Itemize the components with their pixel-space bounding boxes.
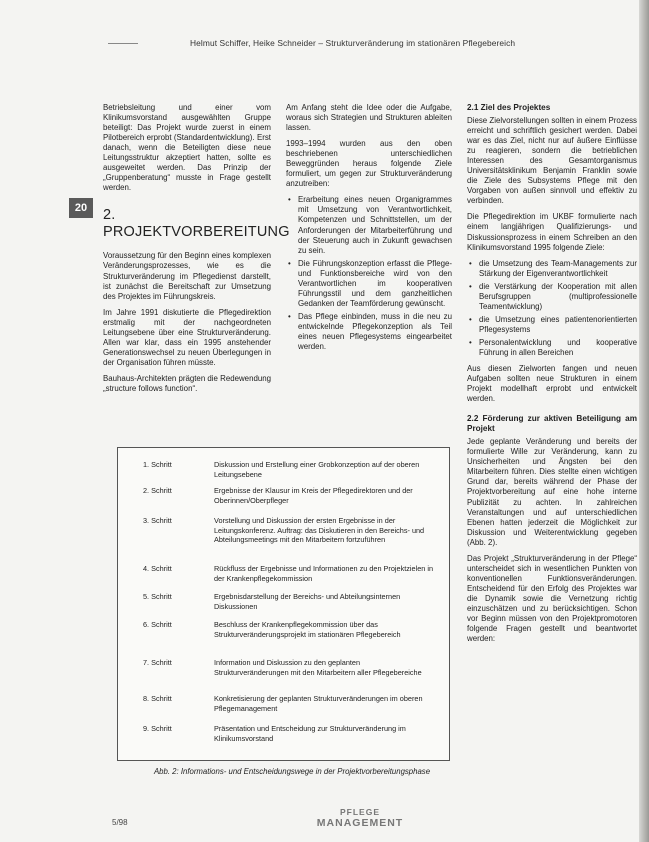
figure-steps-box (117, 447, 450, 761)
paragraph: Die Pflegedirektion im UKBF formulierte nach einem langjährigen Qualifizierungs- und Diskussionsprozess in einem Schreiben an den Klinikumsvorstand 1995 folgende Ziele: (467, 212, 637, 252)
step-text: Beschluss der Krankenpflegekommission über das Strukturveränderungsprojekt im stationären Pflegebereich (214, 620, 401, 639)
footer-issue: 5/98 (112, 818, 128, 827)
step-label: 7. Schritt (143, 658, 172, 667)
step-text: Präsentation und Entscheidung zur Strukturveränderung im Klinikumsvorstand (214, 724, 406, 743)
bullet-list (286, 195, 452, 352)
step-label: 8. Schritt (143, 694, 172, 703)
figure-caption: Abb. 2: Informations- und Entscheidungswege in der Projektvorbereitungsphase (153, 767, 431, 776)
step-label: 5. Schritt (143, 592, 172, 601)
header-rule (108, 43, 138, 44)
list-item: • die Umsetzung eines patientenorientierten Pflegesystems (479, 315, 637, 335)
paragraph: Bauhaus-Architekten prägten die Redewendung „structure follows function“. (103, 373, 272, 393)
page-number-tab: 20 (69, 198, 93, 218)
list-item: • die Umsetzung des Team-Managements zur Stärkung der Eigenverantwortlichkeit (479, 259, 637, 279)
list-item: • die Verstärkung der Kooperation mit allen Berufsgruppen (multiprofessionelle Teamentwicklung) (479, 282, 637, 312)
step-text: Diskussion und Erstellung einer Grobkonzeption auf der oberen Leitungsebene (214, 460, 420, 479)
journal-logo (300, 808, 420, 829)
step-text: Vorstellung und Diskussion der ersten Ergebnisse in der Leitungskonferenz. Auftrag: das Diskutieren in den Bereichs- und Abteilungsmeetings mit den Mitarbeitern fortzuführen (214, 516, 425, 545)
paragraph: Diese Zielvorstellungen sollten in einem Prozess erreicht und schriftlich gesichert werden. Dabei war es das Ziel, nicht nur auf äußere Einflüsse zu reagieren, sondern die betrieblichen Interessen des Gesamtorganismus Universitätsklinikum Benjamin Franklin sowie die Ziele des Subsystems Pflege mit den Vorgaben von außen sinnvoll und effektiv zu verbinden. (467, 116, 637, 206)
step-text: Ergebnisse der Klausur im Kreis der Pflegedirektoren und der Oberinnen/Oberpfleger (214, 486, 413, 505)
step-text: Rückfluss der Ergebnisse und Informationen zu den Projektzielen in der Krankenpflegekommission (214, 564, 434, 583)
column-1 (103, 103, 290, 400)
paragraph: 1993–1994 wurden aus den oben beschriebenen unterschiedlichen Beweggründen heraus folgende Ziele formuliert, um gegen zur Strukturveränderung anzutreiben: (286, 139, 452, 189)
paragraph: Am Anfang steht die Idee oder die Aufgabe, woraus sich Strategien und Strukturen ableiten lassen. (286, 103, 452, 133)
running-header: Helmut Schiffer, Heike Schneider – Strukturveränderung im stationären Pflegebereich (190, 38, 516, 48)
list-item: • Personalentwicklung und kooperative Führung in allen Bereichen (479, 338, 637, 358)
logo-line-top: PFLEGE (339, 807, 380, 817)
step-text: Ergebnisdarstellung der Bereichs- und Abteilungsinternen Diskussionen (214, 592, 401, 611)
step-label: 1. Schritt (143, 460, 172, 469)
step-label: 6. Schritt (143, 620, 172, 629)
logo-line-bottom: MANAGEMENT (316, 817, 404, 829)
paragraph: Das Projekt „Strukturveränderung in der Pflege“ unterscheidet sich in wesentlichen Punkten von konventionellen Funktionsveränderungen. Entscheidend für den Erfolg des Projektes war die Dynamik sowie die Vernetzung richtig einzuschätzen und zu berücksichtigen. Schon vor Beginn müssen von den Projektpromotoren folgende Fragen gestellt und beantwortet werden: (467, 553, 637, 644)
bullet-list (467, 259, 637, 358)
paragraph: Jede geplante Veränderung und bereits der formulierte Wille zur Veränderung, kann zu Unsicherheiten und Ängsten bei den Mitarbeitern führen. Dies stellte einen wichtigen Grund dar, bereits während der Phase der Projektvorbereitung auf eine hohe interne Publizität zu achten. In zahlreichen Veranstaltungen und auf unterschiedlichen Ebenen hatten jederzeit die Möglichkeit zur Diskussion und Weiterentwicklung gegeben (Abb. 2). (467, 437, 637, 547)
step-text: Konkretisierung der geplanten Strukturveränderungen im oberen Pflegemanagement (214, 694, 423, 713)
column-2 (286, 103, 452, 358)
paragraph: Aus diesen Zielworten fangen und neuen Aufgaben sollten neue Strukturen in einem Projekt modellhaft erprobt und entwickelt werden. (467, 364, 637, 404)
step-label: 3. Schritt (143, 516, 172, 525)
list-item: • Die Führungskonzeption erfasst die Pflege- und Funktionsbereiche wird von den Verantwortlichen im kooperativen Führungsstil und dem ganzheitlichen Gedanken der Teamförderung gewünscht. (298, 259, 452, 309)
subsection-heading: 2.2 Förderung zur aktiven Beteiligung am Projekt (467, 414, 637, 434)
step-label: 9. Schritt (143, 724, 172, 733)
page-edge-shadow (639, 0, 649, 842)
column-3 (467, 103, 637, 650)
step-label: 4. Schritt (143, 564, 172, 573)
step-label: 2. Schritt (143, 486, 172, 495)
step-text: Information und Diskussion zu den geplanten Strukturveränderungen mit den Mitarbeitern aller Pflegebereiche (214, 658, 422, 677)
paragraph: Betriebsleitung und einer vom Klinikumsvorstand ausgewählten Gruppe beteiligt: Das Projekt wurde zuerst in einem Pilotbereich erprobt (Standardentwicklung). Erst danach, wenn die Beteiligten diese neue Leitungsstruktur akzeptiert hatten, sollte es ausgeweitet werden. Das Prinzip der „Gruppenberatung“ musste in Frage gestellt werden. (103, 103, 271, 193)
list-item: • Das Pflege einbinden, muss in die neu zu entwickelnde Pflegekonzeption als Teil eines neuen Pflegesystems eingearbeitet werden. (298, 312, 452, 352)
section-heading: 2. PROJEKTVORBEREITUNG (103, 207, 290, 241)
paragraph: Voraussetzung für den Beginn eines komplexen Veränderungsprozesses, wie es die Strukturveränderung im Pflegedienst darstellt, ist zunächst die Bereitschaft zur Umsetzung des Projektes im Führungskreis. (103, 251, 271, 301)
subsection-heading: 2.1 Ziel des Projektes (467, 103, 551, 112)
list-item: • Erarbeitung eines neuen Organigrammes mit Umsetzung von Verantwortlichkeit, Kompetenzen und Schnittstellen, um der Anforderungen der Mitarbeiterführung und der Steuerung auch in Zukunft gewachsen zu sein. (298, 195, 452, 255)
paragraph: Im Jahre 1991 diskutierte die Pflegedirektion erstmalig mit der nachgeordneten Leitungsebene über eine Strukturveränderung. Allen war klar, dass ein 1995 anstehender Generationswechsel zu neuen Überlegungen in der Organisation führen müsste. (103, 307, 271, 367)
